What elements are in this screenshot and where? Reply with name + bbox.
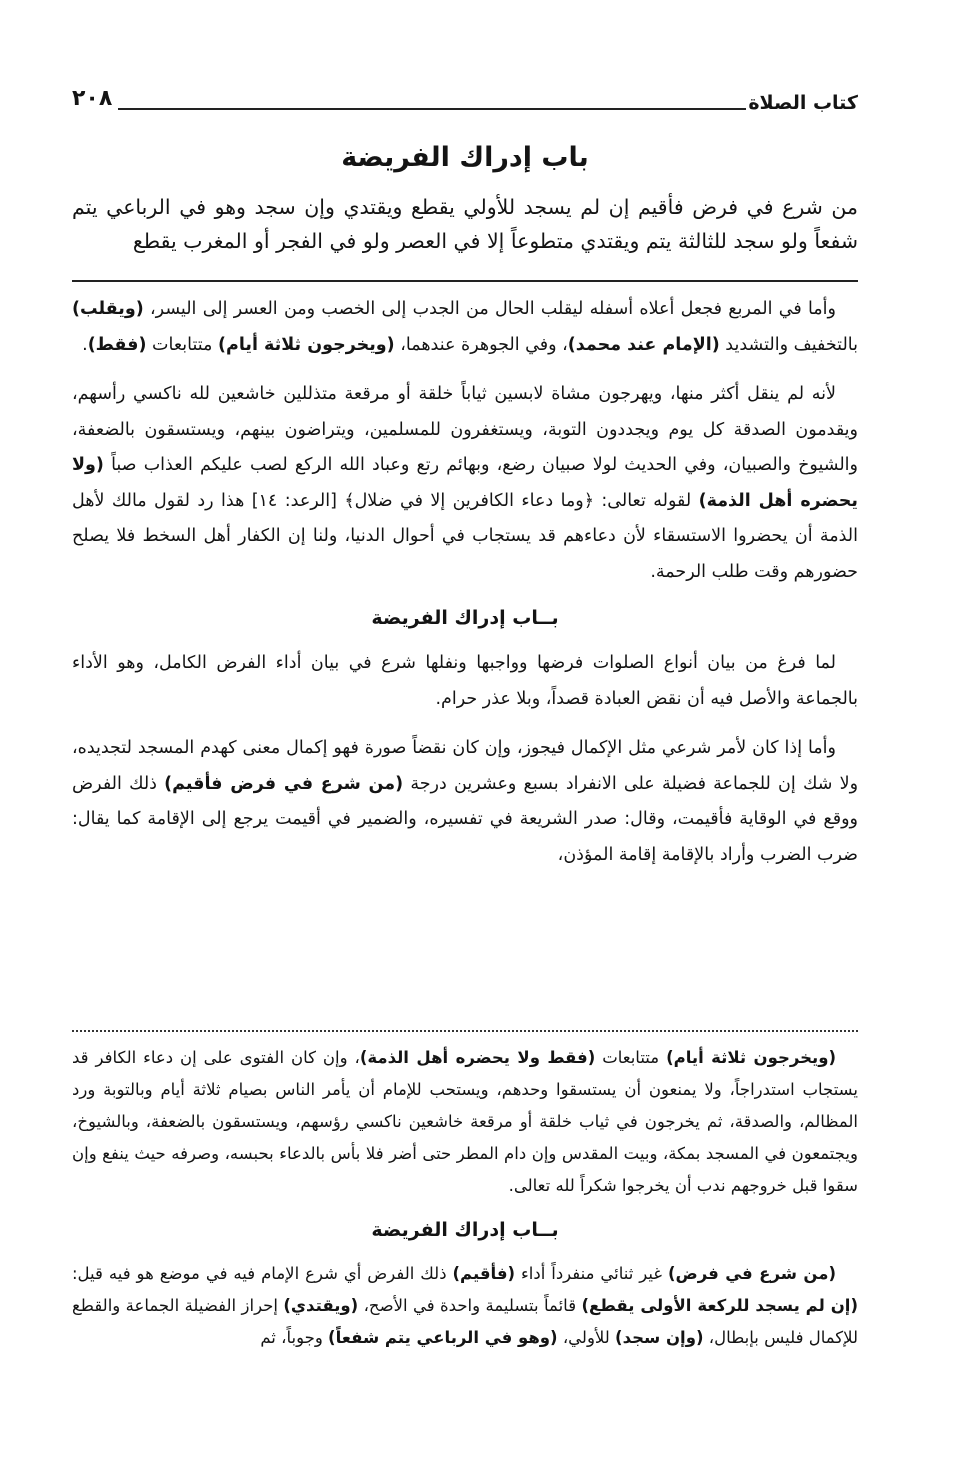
chapter-title: باب إدراك الفريضة	[341, 142, 589, 173]
dotted-separator	[72, 1030, 858, 1032]
matn-divider	[72, 280, 858, 282]
section-heading: بــاب إدراك الفريضة	[371, 607, 559, 629]
commentary-paragraph: لأنه لم ينقل أكثر منها، ويهرجون مشاة لابسين ثياباً خلقة أو مرقعة متذللين خاشعين لله ناكسي رأسهم، ويقدمون الصدقة كل يوم ويجددون التوبة، ويستغفرون للمسلمين، ويتراضون بينهم، ويستسقون بالضعفة، والشيوخ والصبيان، وفي الحديث لولا صبيان رضع، وبهائم رتع وعباد الله الركع لصب عليكم العذاب صباً (ولا يحضره أهل الذمة) لقوله تعالى: ﴿وما دعاء الكافرين إلا في ضلال﴾ [الرعد: ١٤] هذا رد لقول مالك لأهل الذمة أن يحضروا الاستسقاء لأن دعاءهم قد يستجاب في أحوال الدنيا، ولنا إن الكفار أهل السخط فلا يصلح حضورهم وقت طلب الرحمة.	[72, 384, 858, 582]
commentary-paragraph: وأما في المربع فجعل أعلاه أسفله ليقلب الحال من الجدب إلى الخصب ومن العسر إلى اليسر، (ويقلب) بالتخفيف والتشديد (الإمام عند محمد)، وفي الجوهرة عندهما، (ويخرجون ثلاثة أيام) متتابعات (فقط).	[72, 299, 858, 355]
commentary-paragraph: (ويخرجون ثلاثة أيام) متتابعات (فقط ولا يحضره أهل الذمة)، وإن كان الفتوى على إن دعاء الكافر قد يستجاب استدراجاً، ولا يمنعون أن يستسقوا وحدهم، ويستحب للإمام أن يأمر الناس بصيام ثلاثة أيام وبالتوبة ورد المظالم، والصدقة، ثم يخرجون في ثياب خلقة أو مرقعة خاشعين ناكسي رؤسهم، ويستسقون بالضعفة، وبالشيوخ، ويجتمعون في المسجد بمكة، وبيت المقدس وإن دام المطر حتى أضر فلا بأس بالدعاء بحبسه، وصرفه حيث ينفع وإن سقوا قبل خروجهم ندب أن يخرجوا شكراً لله تعالى.	[72, 1048, 858, 1195]
commentary-paragraph: (من شرع في فرض) غير ثنائي منفرداً أداء (فأقيم) ذلك الفرض أي شرع الإمام فيه في موضع هو فيه قيل: (إن لم يسجد للركعة الأولى يقطع) قائماً بتسليمة واحدة في الأصح، (ويقتدي) إحراز الفضيلة الجماعة والقطع للإكمال فليس بإبطال، (وإن سجد) للأولي، (وهو في الرباعي يتم شفعاً) وجوباً، ثم	[72, 1264, 858, 1347]
commentary-paragraph: وأما إذا كان لأمر شرعي مثل الإكمال فيجوز، وإن كان نقضاً صورة فهو إكمال معنى كهدم المسجد لتجديده، ولا شك إن للجماعة فضيلة على الانفراد بسبع وعشرين درجة (من شرع في فرض فأقيم) ذلك الفرض ووقع في الوقاية فأقيمت، وقال: صدر الشريعة في تفسيره، والضمير في أقيمت يرجع إلى الإقامة كما يقال: ضرب الضرب وأراد بالإقامة إقامة المؤذن،	[72, 738, 859, 865]
commentary-paragraph: لما فرغ من بيان أنواع الصلوات فرضها وواجبها ونفلها شرع في بيان أداء الفرض الكامل، وهو الأداء بالجماعة والأصل فيه أن نقض العبادة قصداً، وبلا عذر حرام.	[72, 653, 858, 709]
book-page	[72, 0, 858, 1482]
matn-text: من شرع في فرض فأقيم إن لم يسجد للأولي يقطع ويقتدي وإن سجد وهو في الرباعي يتم شفعاً ولو سجد للثالثة يتم ويقتدي متطوعاً إلا في العصر ولو في الفجر أو المغرب يقطع	[72, 195, 858, 253]
running-title: كتاب الصلاة	[748, 92, 858, 114]
section-heading: بــاب إدراك الفريضة	[371, 1219, 559, 1241]
header-rule	[118, 108, 746, 110]
commentary-upper	[72, 292, 858, 873]
page-number: ٢٠٨	[72, 86, 113, 111]
commentary-lower	[72, 1024, 858, 1354]
page-header	[72, 82, 858, 126]
